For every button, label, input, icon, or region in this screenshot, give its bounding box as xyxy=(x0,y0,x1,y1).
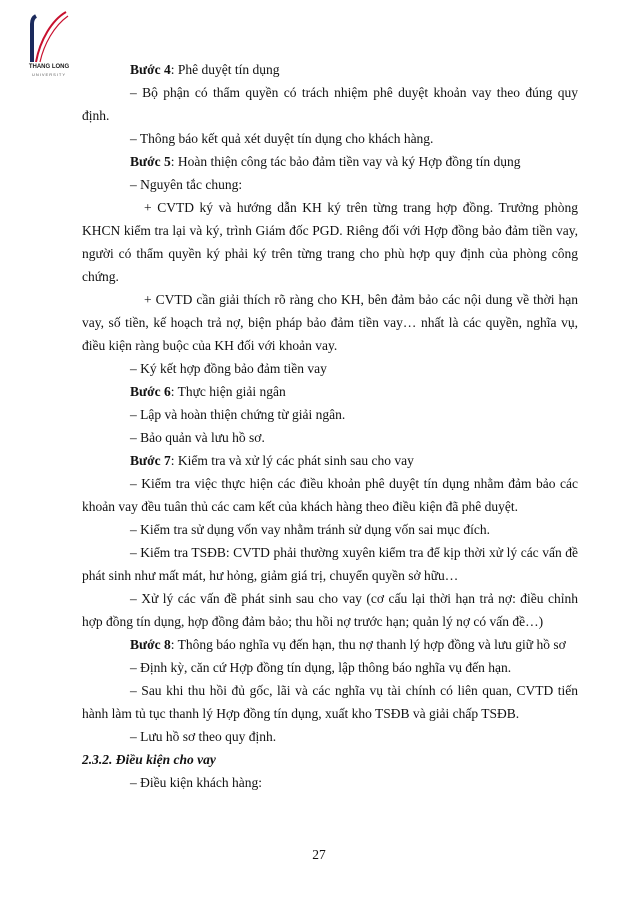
step-heading: Bước 7: Kiểm tra và xử lý các phát sinh sau cho vay xyxy=(130,453,414,468)
section-heading: 2.3.2. Điều kiện cho vay xyxy=(82,752,216,767)
paragraph: ‒ Sau khi thu hồi đủ gốc, lãi và các nghĩa vụ tài chính có liên quan, CVTD tiến hành làm tủ tục thanh lý Hợp đồng tín dụng, xuất kho TSĐB và giải chấp TSĐB. xyxy=(82,683,578,721)
step-heading: Bước 5: Hoàn thiện công tác bảo đảm tiền vay và ký Hợp đồng tín dụng xyxy=(130,154,521,169)
paragraph: ‒ Bộ phận có thẩm quyền có trách nhiệm phê duyệt khoản vay theo đúng quy định. xyxy=(82,85,578,123)
paragraph: + CVTD cần giải thích rõ ràng cho KH, bên đảm bảo các nội dung về thời hạn vay, số tiền, kế hoạch trả nợ, biện pháp bảo đảm tiền vay… nhất là các quyền, nghĩa vụ, điều kiện ràng buộc của KH đối với khoản vay. xyxy=(82,292,578,353)
step-heading: Bước 6: Thực hiện giải ngân xyxy=(130,384,286,399)
paragraph: ‒ Kiểm tra TSĐB: CVTD phải thường xuyên kiểm tra để kịp thời xử lý các vấn đề phát sinh như mất mát, hư hỏng, giảm giá trị, chuyển quyền sở hữu… xyxy=(82,545,578,583)
paragraph: ‒ Nguyên tắc chung: xyxy=(130,177,243,192)
paragraph: ‒ Điều kiện khách hàng: xyxy=(130,775,262,790)
logo-name: THANG LONG xyxy=(28,64,70,70)
logo-subtitle: UNIVERSITY xyxy=(31,72,66,77)
paragraph: ‒ Ký kết hợp đồng bảo đảm tiền vay xyxy=(130,361,327,376)
step-heading: Bước 4: Phê duyệt tín dụng xyxy=(130,62,280,77)
paragraph: + CVTD ký và hướng dẫn KH ký trên từng trang hợp đồng. Trưởng phòng KHCN kiểm tra lại và ký, trình Giám đốc PGD. Riêng đối với Hợp đồng bảo đảm tiền vay, người có thẩm quyền ký phải ký trên từng trang cho phù hợp quy định của phòng công chứng. xyxy=(82,200,578,284)
paragraph: ‒ Xử lý các vấn đề phát sinh sau cho vay (cơ cấu lại thời hạn trả nợ: điều chỉnh hợp đồng tín dụng, hợp đồng đảm bảo; thu hồi nợ trước hạn; quản lý nợ có vấn đề…) xyxy=(82,591,578,629)
document-body xyxy=(82,58,578,794)
page-number: 27 xyxy=(312,847,326,862)
paragraph: ‒ Kiểm tra việc thực hiện các điều khoản phê duyệt tín dụng nhằm đảm bảo các khoản vay đều tuân thủ các cam kết của khách hàng theo điều kiện đã phê duyệt. xyxy=(82,476,578,514)
paragraph: ‒ Thông báo kết quả xét duyệt tín dụng cho khách hàng. xyxy=(130,131,434,146)
paragraph: ‒ Bảo quản và lưu hồ sơ. xyxy=(130,430,265,445)
paragraph: ‒ Lập và hoàn thiện chứng từ giải ngân. xyxy=(130,407,346,422)
step-heading: Bước 8: Thông báo nghĩa vụ đến hạn, thu nợ thanh lý hợp đồng và lưu giữ hồ sơ xyxy=(130,637,566,652)
paragraph: ‒ Kiểm tra sử dụng vốn vay nhằm tránh sử dụng vốn sai mục đích. xyxy=(130,522,490,537)
paragraph: ‒ Lưu hồ sơ theo quy định. xyxy=(130,729,277,744)
paragraph: ‒ Định kỳ, căn cứ Hợp đồng tín dụng, lập thông báo nghĩa vụ đến hạn. xyxy=(130,660,512,675)
